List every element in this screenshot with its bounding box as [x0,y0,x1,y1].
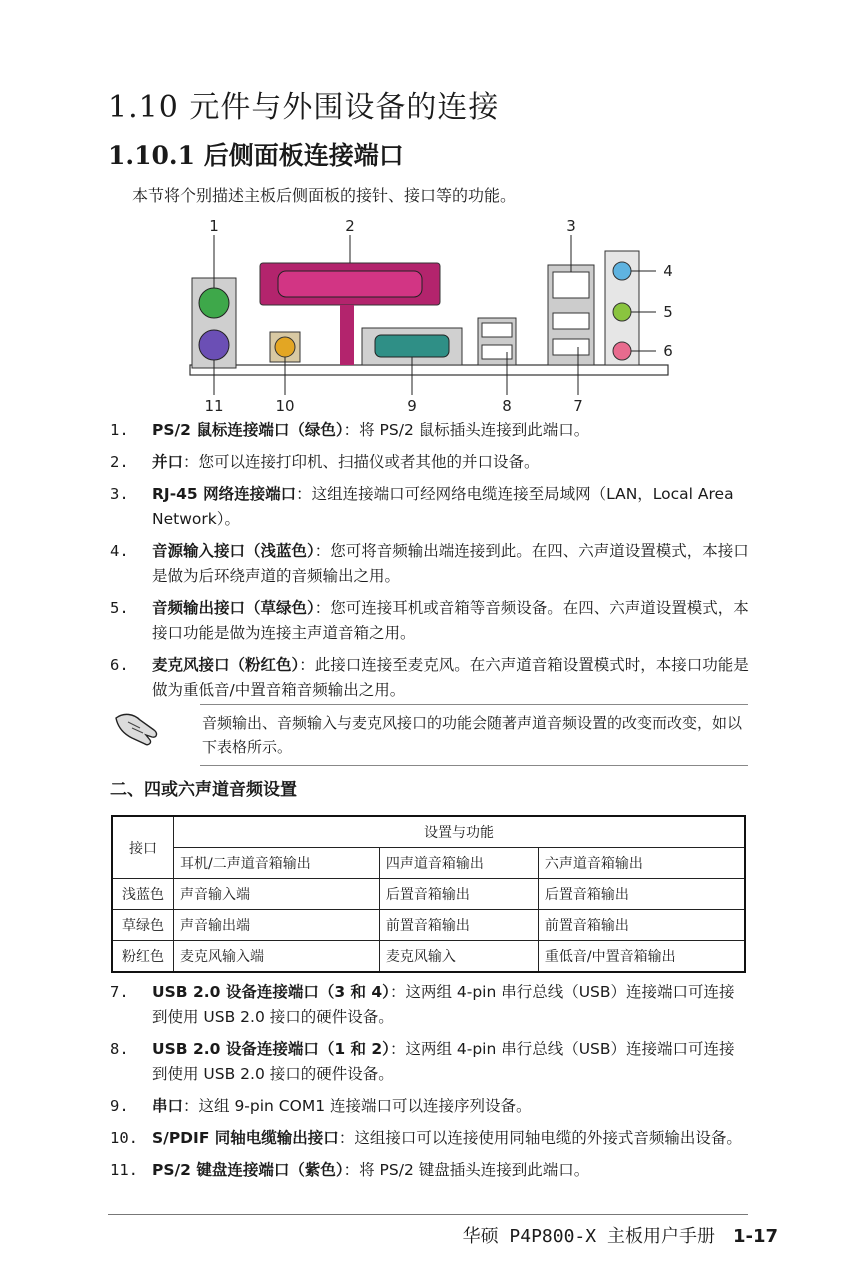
page-heading: 1.10 元件与外围设备的连接 [108,90,500,125]
list-item: 6. 麦克风接口（粉红色）：此接口连接至麦克风。在六声道音箱设置模式时，本接口功能是做为重低音/中置音箱音频输出之用。 [110,656,749,699]
table-header: 四声道音箱输出 [379,848,538,879]
port-list-b [110,980,750,1190]
list-item: 7. USB 2.0 设备连接端口（3 和 4）：这两组 4-pin 串行总线（USB）连接端口可连接到使用 USB 2.0 接口的硬件设备。 [110,983,735,1026]
header-group: 设置与功能 [174,816,746,848]
usb-port-3 [553,313,589,329]
label-2: 2 [345,217,355,235]
list-item: 9. 串口：这组 9-pin COM1 连接端口可以连接序列设备。 [110,1097,532,1115]
page-footer [463,1222,778,1248]
label-11: 11 [204,397,224,415]
intro-text: 本节将个别描述主板后侧面板的接针、接口等的功能。 [132,186,517,205]
audio-config-table [111,815,746,973]
section-heading: 1.10.1 后侧面板连接端口 [108,141,404,170]
list-item: 3. RJ-45 网络连接端口：这组连接端口可经网络电缆连接至局域网（LAN，Local Area Network）。 [110,485,734,528]
list-item: 8. USB 2.0 设备连接端口（1 和 2）：这两组 4-pin 串行总线（USB）连接端口可连接到使用 USB 2.0 接口的硬件设备。 [110,1040,735,1083]
ps2-keyboard-port [199,330,229,360]
line-out-jack [613,303,631,321]
port-list-a [110,418,750,710]
table-header: 六声道音箱输出 [538,848,745,879]
label-1: 1 [209,217,219,235]
header-port: 接口 [112,816,174,879]
table-row: 草绿色 声音输出端 前置音箱输出 前置音箱输出 [112,910,745,941]
list-item: 11. PS/2 键盘连接端口（紫色）：将 PS/2 键盘插头连接到此端口。 [110,1161,590,1179]
ps2-mouse-port [199,288,229,318]
usb-port-4 [553,339,589,355]
label-9: 9 [407,397,417,415]
note-box [110,704,748,766]
audio-section-title: 二、四或六声道音频设置 [110,780,297,800]
label-4: 4 [663,262,673,280]
rj45-port [553,272,589,298]
hand-note-icon [110,704,170,754]
table-header: 耳机/二声道音箱输出 [174,848,380,879]
list-item: 2. 并口：您可以连接打印机、扫描仪或者其他的并口设备。 [110,453,540,471]
mic-jack [613,342,631,360]
panel-base [190,365,668,375]
line-in-jack [613,262,631,280]
page-number: 1-17 [732,1226,778,1247]
table-row: 粉红色 麦克风输入端 麦克风输入 重低音/中置音箱输出 [112,941,745,973]
table-row: 浅蓝色 声音输入端 后置音箱输出 后置音箱输出 [112,879,745,910]
list-item: 10. S/PDIF 同轴电缆输出接口：这组接口可以连接使用同轴电缆的外接式音频输出设备。 [110,1129,742,1147]
footer-title: 华硕 P4P800-X 主板用户手册 [462,1226,715,1247]
label-6: 6 [663,342,673,360]
list-item: 4. 音源输入接口（浅蓝色）：您可将音频输出端连接到此。在四、六声道设置模式，本接口是做为后环绕声道的音频输出之用。 [110,542,749,585]
label-7: 7 [573,397,583,415]
note-text: 音频输出、音频输入与麦克风接口的功能会随著声道音频设置的改变而改变，如以下表格所示。 [202,714,743,756]
list-item: 5. 音频输出接口（草绿色）：您可连接耳机或音箱等音频设备。在四、六声道设置模式，本接口功能是做为连接主声道音箱之用。 [110,599,749,642]
label-8: 8 [502,397,512,415]
label-10: 10 [275,397,295,415]
footer-divider [108,1214,748,1215]
label-3: 3 [566,217,576,235]
label-5: 5 [663,303,673,321]
list-item: 1. PS/2 鼠标连接端口（绿色）：将 PS/2 鼠标插头连接到此端口。 [110,421,590,439]
rear-panel-diagram [180,215,680,415]
